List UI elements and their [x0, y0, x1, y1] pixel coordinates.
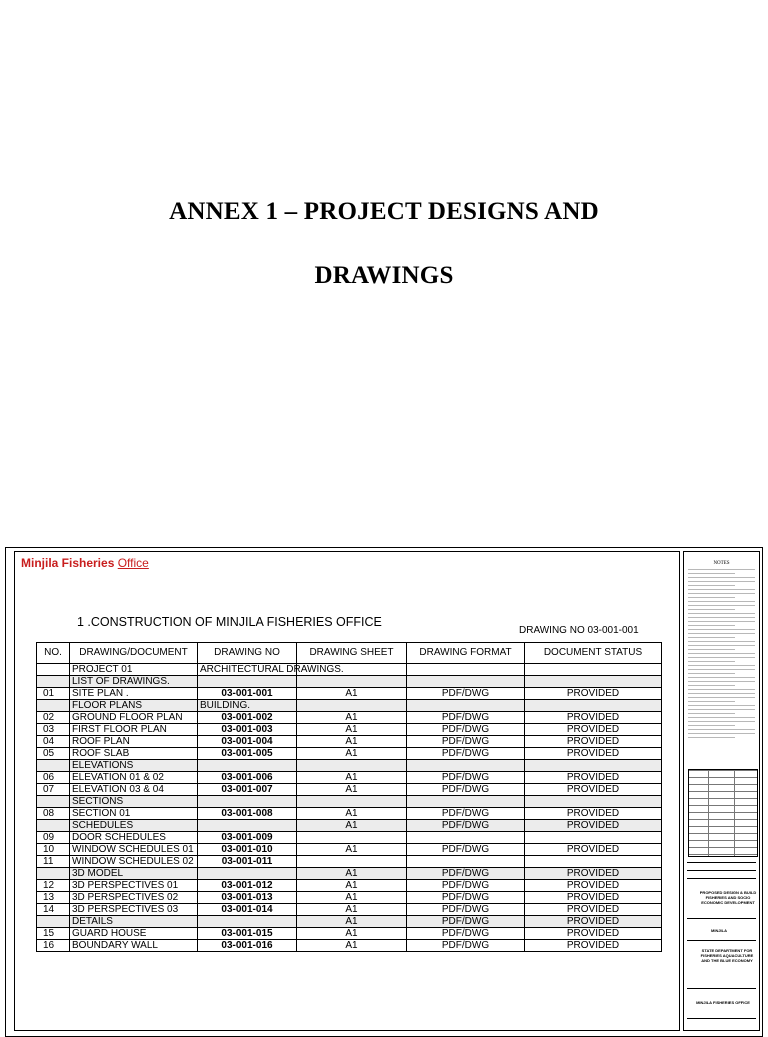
cell-format — [407, 796, 525, 808]
cell-status: PROVIDED — [525, 772, 662, 784]
cell-status — [525, 796, 662, 808]
cell-document: GUARD HOUSE — [70, 928, 198, 940]
table-row — [37, 904, 662, 916]
table-row — [37, 676, 662, 688]
cell-no: 10 — [37, 844, 70, 856]
cell-drawing-no — [198, 820, 297, 832]
cell-format — [407, 760, 525, 772]
cell-sheet: A1 — [297, 892, 407, 904]
cell-document: BOUNDARY WALL — [70, 940, 198, 952]
cell-status: PROVIDED — [525, 940, 662, 952]
cell-format: PDF/DWG — [407, 940, 525, 952]
notes-text-lines — [684, 569, 759, 738]
table-row — [37, 844, 662, 856]
table-row — [37, 796, 662, 808]
table-row — [37, 856, 662, 868]
cell-no — [37, 700, 70, 712]
cell-document: ELEVATIONS — [70, 760, 198, 772]
cell-status: PROVIDED — [525, 820, 662, 832]
cell-format — [407, 676, 525, 688]
cell-status: PROVIDED — [525, 712, 662, 724]
cell-format: PDF/DWG — [407, 748, 525, 760]
cell-status: PROVIDED — [525, 928, 662, 940]
cell-document: ROOF PLAN — [70, 736, 198, 748]
cell-format — [407, 856, 525, 868]
cell-sheet: A1 — [297, 904, 407, 916]
cell-format — [407, 832, 525, 844]
table-row — [37, 760, 662, 772]
table-row — [37, 784, 662, 796]
cell-sheet: A1 — [297, 688, 407, 700]
cell-document: GROUND FLOOR PLAN — [70, 712, 198, 724]
office-label: MINJILA FISHERIES OFFICE — [696, 1000, 750, 1005]
col-header-drawing-no: DRAWING NO — [198, 643, 297, 664]
cell-status: PROVIDED — [525, 868, 662, 880]
cell-format: PDF/DWG — [407, 928, 525, 940]
cell-format: PDF/DWG — [407, 784, 525, 796]
heading-line-1: ANNEX 1 – PROJECT DESIGNS AND — [169, 198, 599, 225]
sidebar-divider — [687, 988, 756, 989]
cell-drawing-no: 03-001-004 — [198, 736, 297, 748]
cell-no: 09 — [37, 832, 70, 844]
cell-no: 14 — [37, 904, 70, 916]
cell-no: 12 — [37, 880, 70, 892]
cell-format — [407, 664, 525, 676]
cell-status: PROVIDED — [525, 688, 662, 700]
cell-drawing-no — [198, 868, 297, 880]
cell-document: WINDOW SCHEDULES 01 — [70, 844, 198, 856]
cell-no — [37, 760, 70, 772]
table-row — [37, 832, 662, 844]
cell-drawing-no: 03-001-016 — [198, 940, 297, 952]
cell-drawing-no: ARCHITECTURAL DRAWINGS. — [198, 664, 297, 676]
heading-line-2: DRAWINGS — [314, 262, 454, 289]
cell-no: 08 — [37, 808, 70, 820]
drawing-sheet — [5, 547, 763, 1037]
cell-status: PROVIDED — [525, 904, 662, 916]
brand-name: Minjila Fisheries — [21, 556, 115, 570]
cell-no — [37, 796, 70, 808]
cell-no: 04 — [37, 736, 70, 748]
cell-drawing-no: 03-001-006 — [198, 772, 297, 784]
brand-logo-text — [21, 556, 149, 570]
table-row — [37, 820, 662, 832]
sidebar-divider — [687, 1018, 756, 1019]
cell-sheet: A1 — [297, 880, 407, 892]
cell-sheet — [297, 796, 407, 808]
cell-document: 3D PERSPECTIVES 02 — [70, 892, 198, 904]
cell-drawing-no: 03-001-008 — [198, 808, 297, 820]
cell-status: PROVIDED — [525, 736, 662, 748]
cell-sheet: A1 — [297, 940, 407, 952]
sidebar-divider — [687, 918, 756, 919]
cell-format: PDF/DWG — [407, 736, 525, 748]
table-row — [37, 940, 662, 952]
cell-format: PDF/DWG — [407, 712, 525, 724]
cell-format: PDF/DWG — [407, 916, 525, 928]
cell-drawing-no — [198, 796, 297, 808]
cell-drawing-no — [198, 916, 297, 928]
col-header-sheet: DRAWING SHEET — [297, 643, 407, 664]
cell-document: DETAILS — [70, 916, 198, 928]
cell-document: WINDOW SCHEDULES 02 — [70, 856, 198, 868]
cell-status: PROVIDED — [525, 748, 662, 760]
table-row — [37, 688, 662, 700]
cell-no — [37, 820, 70, 832]
cell-status — [525, 856, 662, 868]
col-header-no: NO. — [37, 643, 70, 664]
cell-format: PDF/DWG — [407, 880, 525, 892]
table-row — [37, 664, 662, 676]
cell-sheet: A1 — [297, 808, 407, 820]
client-label: STATE DEPARTMENT FOR FISHERIES AQUACULTURE AND THE BLUE ECONOMY — [700, 948, 754, 963]
cell-document: SECTIONS — [70, 796, 198, 808]
table-row — [37, 892, 662, 904]
table-row — [37, 700, 662, 712]
cell-sheet: A1 — [297, 772, 407, 784]
cell-drawing-no — [198, 676, 297, 688]
cell-sheet — [297, 760, 407, 772]
cell-drawing-no: 03-001-002 — [198, 712, 297, 724]
cell-drawing-no: 03-001-015 — [198, 928, 297, 940]
cell-drawing-no: 03-001-013 — [198, 892, 297, 904]
cell-drawing-no: BUILDING. — [198, 700, 297, 712]
sidebar-divider — [687, 940, 756, 941]
cell-sheet: A1 — [297, 784, 407, 796]
cell-no — [37, 916, 70, 928]
cell-document: FLOOR PLANS — [70, 700, 198, 712]
cell-format: PDF/DWG — [407, 724, 525, 736]
cell-no: 06 — [37, 772, 70, 784]
cell-drawing-no: 03-001-010 — [198, 844, 297, 856]
col-header-status: DOCUMENT STATUS — [525, 643, 662, 664]
cell-no: 01 — [37, 688, 70, 700]
cell-drawing-no: 03-001-003 — [198, 724, 297, 736]
cell-status: PROVIDED — [525, 880, 662, 892]
cell-status — [525, 676, 662, 688]
table-row — [37, 748, 662, 760]
cell-format: PDF/DWG — [407, 808, 525, 820]
cell-sheet — [297, 856, 407, 868]
cell-no: 11 — [37, 856, 70, 868]
cell-sheet: A1 — [297, 868, 407, 880]
project-label: PROPOSED DESIGN & BUILD FISHERIES AND SOCIO ECONOMIC DEVELOPMENT — [699, 890, 757, 905]
cell-sheet: A1 — [297, 712, 407, 724]
cell-status: PROVIDED — [525, 808, 662, 820]
cell-drawing-no: 03-001-011 — [198, 856, 297, 868]
cell-format: PDF/DWG — [407, 904, 525, 916]
cell-sheet — [297, 676, 407, 688]
cell-document: 3D PERSPECTIVES 01 — [70, 880, 198, 892]
cell-sheet: A1 — [297, 844, 407, 856]
cell-sheet: A1 — [297, 916, 407, 928]
location-label: MINJILA — [711, 928, 727, 933]
cell-document: LIST OF DRAWINGS. — [70, 676, 198, 688]
cell-status: PROVIDED — [525, 844, 662, 856]
notes-title: NOTES — [713, 561, 730, 566]
sheet-title: 1 .CONSTRUCTION OF MINJILA FISHERIES OFFICE — [77, 615, 382, 629]
cell-format: PDF/DWG — [407, 844, 525, 856]
brand-suffix: Office — [117, 556, 149, 570]
cell-drawing-no: 03-001-009 — [198, 832, 297, 844]
cell-drawing-no: 03-001-014 — [198, 904, 297, 916]
cell-status — [525, 664, 662, 676]
table-row — [37, 772, 662, 784]
cell-format — [407, 700, 525, 712]
drawing-list-table — [36, 642, 662, 952]
title-block-sidebar — [683, 551, 760, 1031]
drawing-list-panel — [14, 551, 680, 1031]
table-row — [37, 928, 662, 940]
cell-document: ROOF SLAB — [70, 748, 198, 760]
cell-sheet: A1 — [297, 748, 407, 760]
cell-format: PDF/DWG — [407, 892, 525, 904]
cell-no: 03 — [37, 724, 70, 736]
table-row — [37, 724, 662, 736]
table-header-row — [37, 643, 662, 664]
table-row — [37, 712, 662, 724]
table-row — [37, 736, 662, 748]
sidebar-divider — [687, 862, 756, 863]
cell-document: FIRST FLOOR PLAN — [70, 724, 198, 736]
cell-status — [525, 700, 662, 712]
cell-document: SITE PLAN . — [70, 688, 198, 700]
col-header-document: DRAWING/DOCUMENT — [70, 643, 198, 664]
cell-no — [37, 664, 70, 676]
revision-table — [688, 769, 758, 857]
cell-status: PROVIDED — [525, 784, 662, 796]
cell-no — [37, 676, 70, 688]
cell-sheet: A1 — [297, 736, 407, 748]
table-row — [37, 868, 662, 880]
sidebar-divider — [687, 870, 756, 871]
cell-no — [37, 868, 70, 880]
cell-status — [525, 832, 662, 844]
cell-sheet: A1 — [297, 928, 407, 940]
cell-sheet: A1 — [297, 820, 407, 832]
cell-no: 16 — [37, 940, 70, 952]
cell-document: ELEVATION 03 & 04 — [70, 784, 198, 796]
cell-drawing-no — [198, 760, 297, 772]
cell-status: PROVIDED — [525, 724, 662, 736]
cell-no: 05 — [37, 748, 70, 760]
cell-document: 3D PERSPECTIVES 03 — [70, 904, 198, 916]
cell-document: ELEVATION 01 & 02 — [70, 772, 198, 784]
cell-status — [525, 760, 662, 772]
cell-drawing-no: 03-001-012 — [198, 880, 297, 892]
cell-status: PROVIDED — [525, 916, 662, 928]
cell-drawing-no: 03-001-007 — [198, 784, 297, 796]
cell-format: PDF/DWG — [407, 772, 525, 784]
cell-format: PDF/DWG — [407, 688, 525, 700]
cell-no: 07 — [37, 784, 70, 796]
cell-document: DOOR SCHEDULES — [70, 832, 198, 844]
cell-document: SCHEDULES — [70, 820, 198, 832]
cell-sheet: A1 — [297, 724, 407, 736]
cell-sheet — [297, 700, 407, 712]
cell-no: 02 — [37, 712, 70, 724]
col-header-format: DRAWING FORMAT — [407, 643, 525, 664]
cell-sheet — [297, 832, 407, 844]
cell-no: 13 — [37, 892, 70, 904]
table-row — [37, 808, 662, 820]
sidebar-divider — [687, 878, 756, 879]
cell-document: 3D MODEL — [70, 868, 198, 880]
cell-format: PDF/DWG — [407, 868, 525, 880]
cell-no: 15 — [37, 928, 70, 940]
drawing-number-label: DRAWING NO 03-001-001 — [519, 625, 639, 636]
cell-drawing-no: 03-001-001 — [198, 688, 297, 700]
cell-document: PROJECT 01 — [70, 664, 198, 676]
cell-document: SECTION 01 — [70, 808, 198, 820]
cell-format: PDF/DWG — [407, 820, 525, 832]
table-row — [37, 916, 662, 928]
table-row — [37, 880, 662, 892]
cell-drawing-no: 03-001-005 — [198, 748, 297, 760]
cell-status: PROVIDED — [525, 892, 662, 904]
